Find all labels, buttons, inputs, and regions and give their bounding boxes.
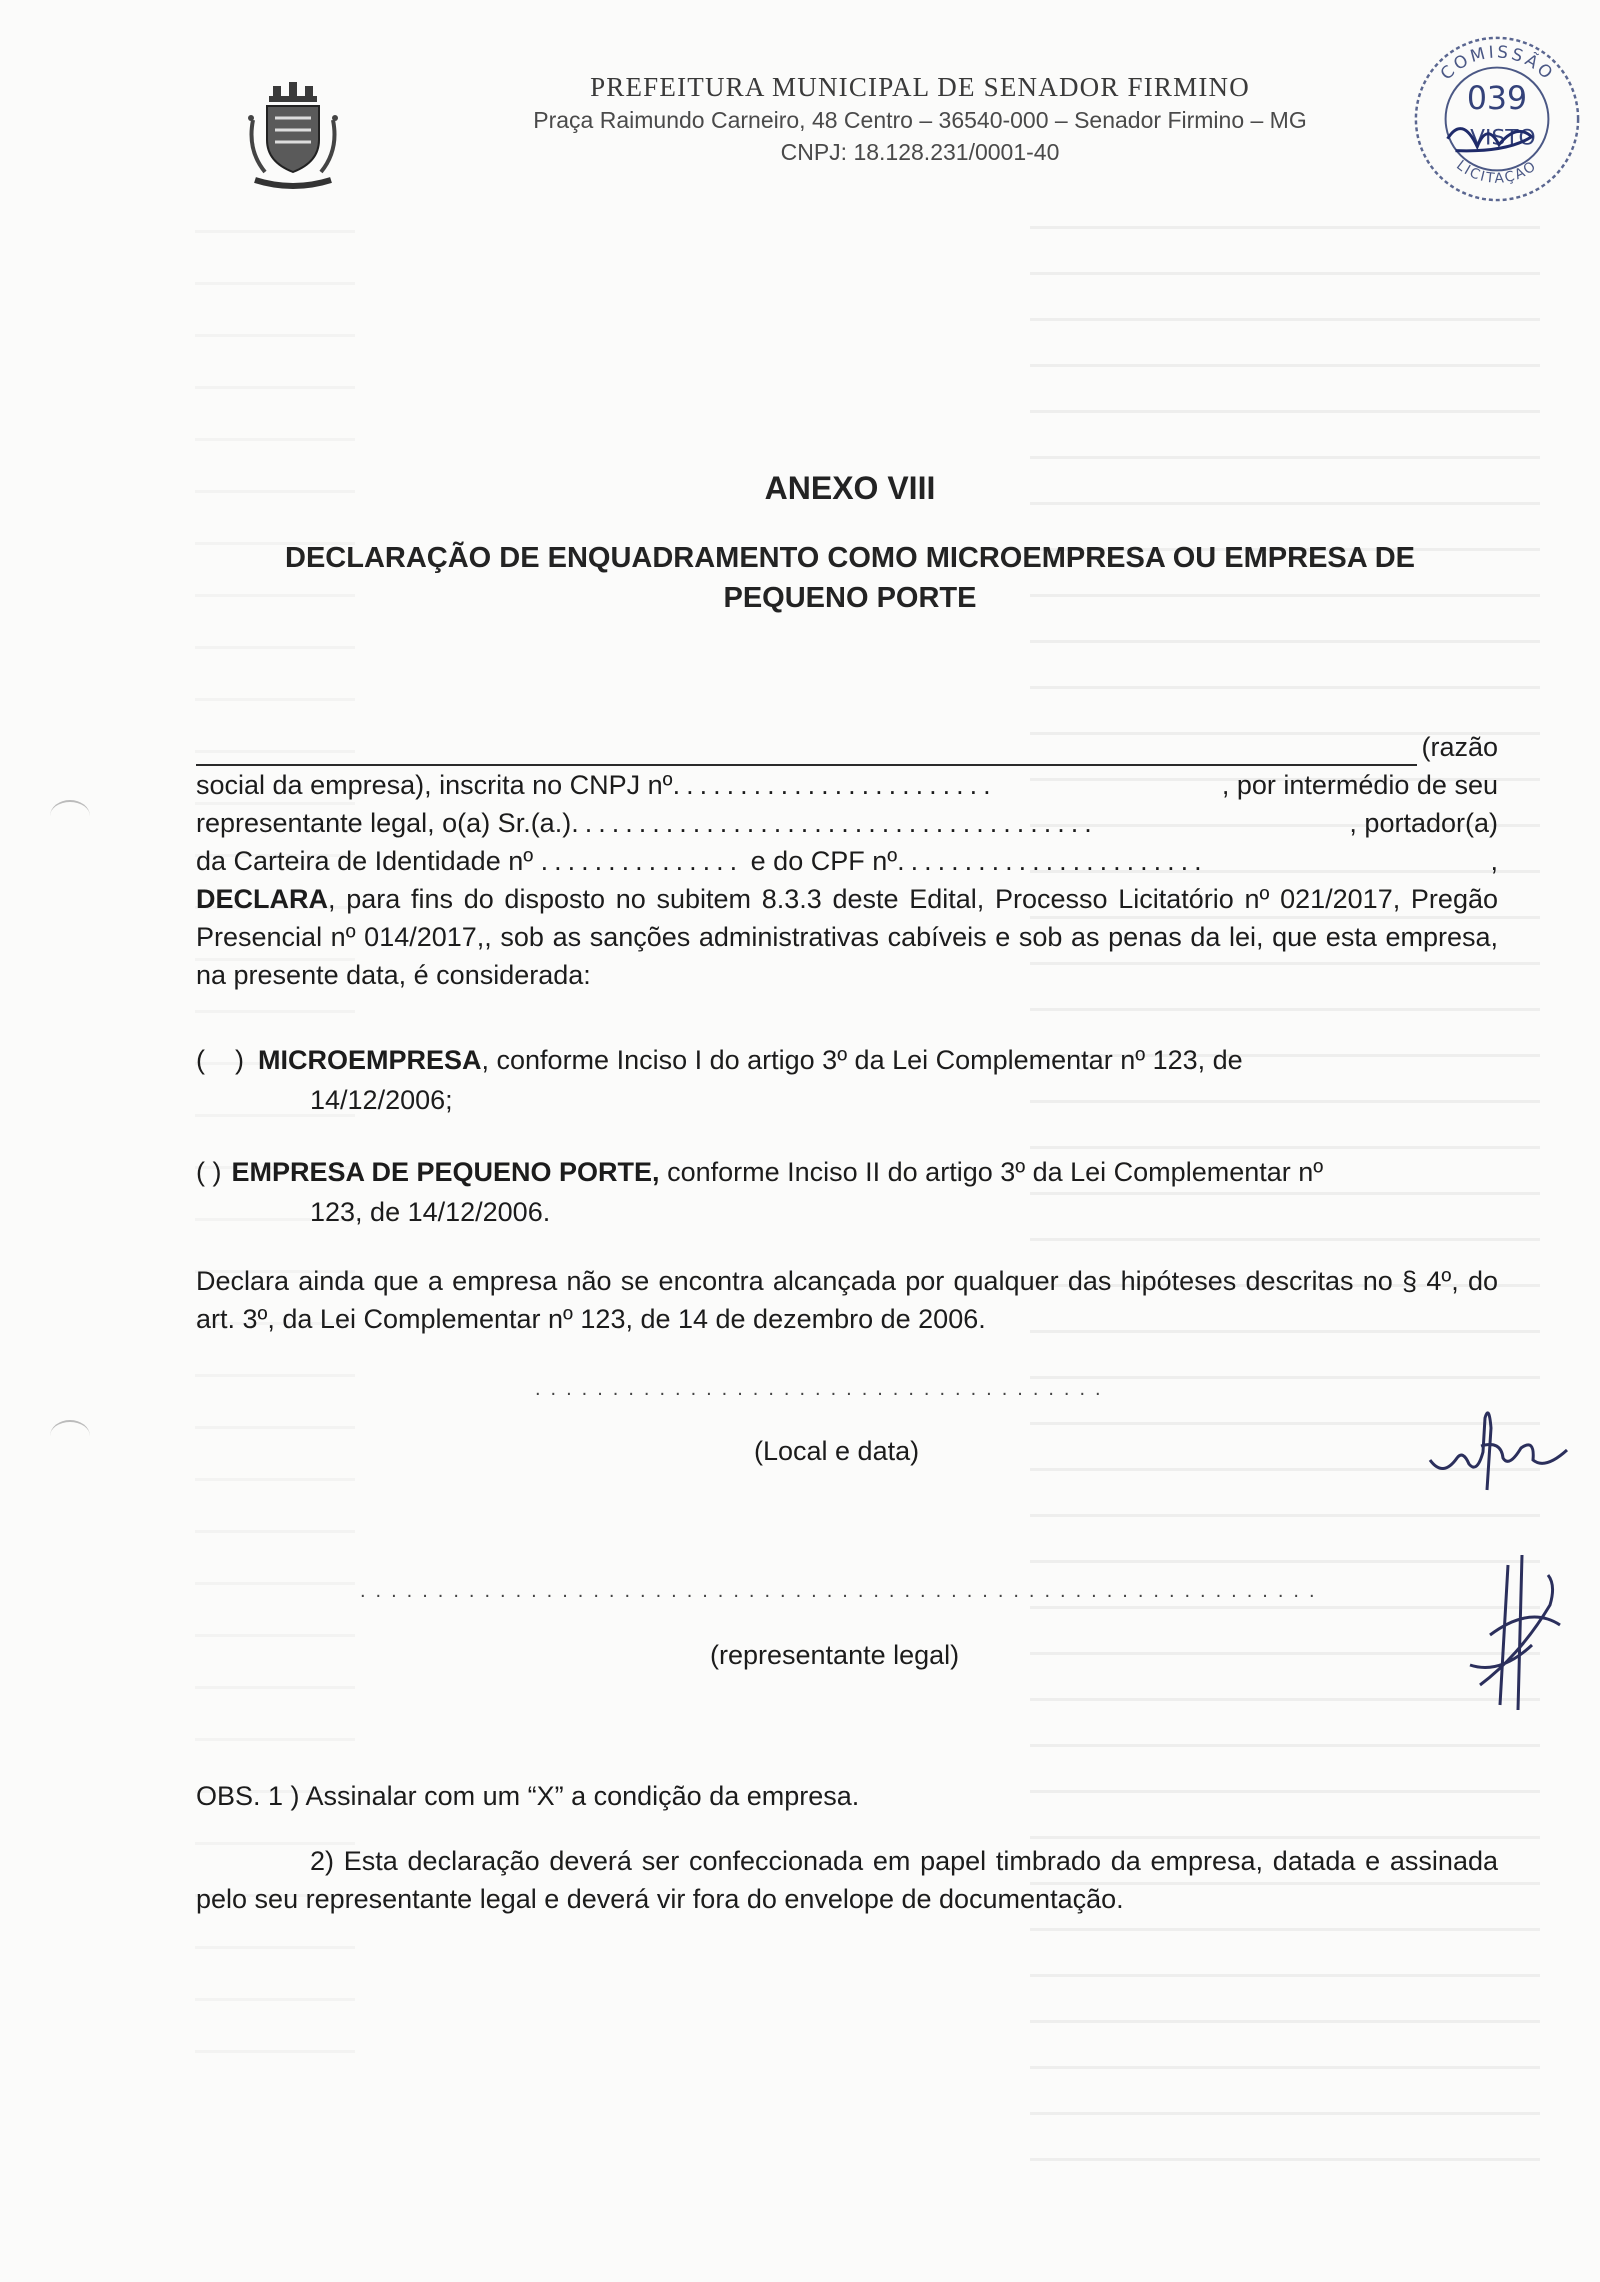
microempresa-checkbox[interactable]: ( ) [196,1045,244,1075]
representative-blank[interactable]: ....................................... [571,808,1098,838]
svg-text:COMISSÃO [1436,41,1559,84]
municipality-cnpj: CNPJ: 18.128.231/0001-40 [780,139,1060,165]
representative-label: representante legal, o(a) Sr.(a.) [196,808,572,838]
stamp-word: VISTO [1470,125,1536,151]
svg-text:LICITAÇÃO [1453,157,1540,186]
identity-suffix: , [1490,846,1498,876]
observation-2: 2) Esta declaração deverá ser confeccionada em papel timbrado da empresa, datada e assinada pelo seu representante legal e deverá vir fora do envelope de documentação. [196,1846,1498,1914]
razao-suffix: (razão [1421,732,1498,762]
municipality-address: Praça Raimundo Carneiro, 48 Centro – 36540-000 – Senador Firmino – MG [533,107,1307,133]
stamp-top-text: COMISSÃO [1436,41,1559,85]
declares-rest: , para fins do disposto no subitem 8.3.3 deste Edital, Processo Licitatório nº 021/2017, Pregão Presencial nº 014/2017,, sob as sanções administrativas cabíveis e sob as penas da lei, que esta empresa, na presente data, é considerada: [196,884,1498,990]
municipality-name: PREFEITURA MUNICIPAL DE SENADOR FIRMINO [590,72,1250,102]
company-name-blank[interactable] [196,736,1417,766]
option-epp [196,1152,1498,1232]
epp-label: EMPRESA DE PEQUENO PORTE, [231,1157,660,1187]
cnpj-label: social da empresa), inscrita no CNPJ nº [196,770,673,800]
declares-text [196,880,1498,994]
identity-label: da Carteira de Identidade nº [196,846,534,876]
stamp-number: 039 [1466,81,1528,118]
letterhead [420,70,1420,168]
microempresa-text: , conforme Inciso I do artigo 3º da Lei Complementar nº 123, de [481,1045,1243,1075]
declaration-title-line2: PEQUENO PORTE [723,582,977,614]
stamp-bottom-text: LICITAÇÃO [1453,157,1541,187]
punch-hole-mark [50,800,90,832]
company-name-line [196,728,1498,766]
microempresa-text-cont: 14/12/2006; [310,1085,453,1115]
place-date-blank[interactable]: ..................................... [535,1378,1111,1400]
cpf-blank[interactable]: ....................... [897,846,1208,876]
declaration-title-line1: DECLARAÇÃO DE ENQUADRAMENTO COMO MICROEMPRESA OU EMPRESA DE [285,542,1415,574]
also-declares-paragraph: Declara ainda que a empresa não se encontra alcançada por qualquer das hipóteses descritas no § 4º, do art. 3º, da Lei Complementar nº 123, de 14 de dezembro de 2006. [196,1266,1498,1334]
annex-title: ANEXO VIII [764,470,936,506]
handwritten-rubric-2 [1460,1545,1570,1715]
cnpj-suffix: , por intermédio de seu [1221,770,1498,800]
identity-line [196,842,1498,880]
representative-suffix: , portador(a) [1349,808,1498,838]
representative-label: (representante legal) [710,1640,960,1670]
punch-hole-mark [50,1420,90,1452]
option-microempresa [196,1040,1498,1120]
microempresa-label: MICROEMPRESA [258,1045,482,1075]
cnpj-line [196,766,1498,804]
epp-checkbox[interactable]: ( ) [196,1157,222,1187]
commission-stamp [1408,28,1586,206]
handwritten-rubric-1 [1425,1398,1575,1498]
epp-text: conforme Inciso II do artigo 3º da Lei Complementar nº [659,1157,1324,1187]
cnpj-blank[interactable]: ........................ [672,770,997,800]
declaration-paragraph [196,728,1498,994]
municipal-crest-icon [245,80,340,195]
cpf-label: e do CPF nº [750,846,898,876]
representative-line [196,804,1498,842]
place-date-label: (Local e data) [754,1436,920,1466]
representative-signature-blank[interactable]: .............................................................. [360,1580,1325,1602]
epp-text-cont: 123, de 14/12/2006. [310,1197,551,1227]
observation-1: OBS. 1 ) Assinalar com um “X” a condição da empresa. [196,1781,860,1811]
declares-keyword: DECLARA [196,884,328,914]
identity-blank[interactable]: ............... [540,846,744,876]
declaration-title [200,538,1500,618]
